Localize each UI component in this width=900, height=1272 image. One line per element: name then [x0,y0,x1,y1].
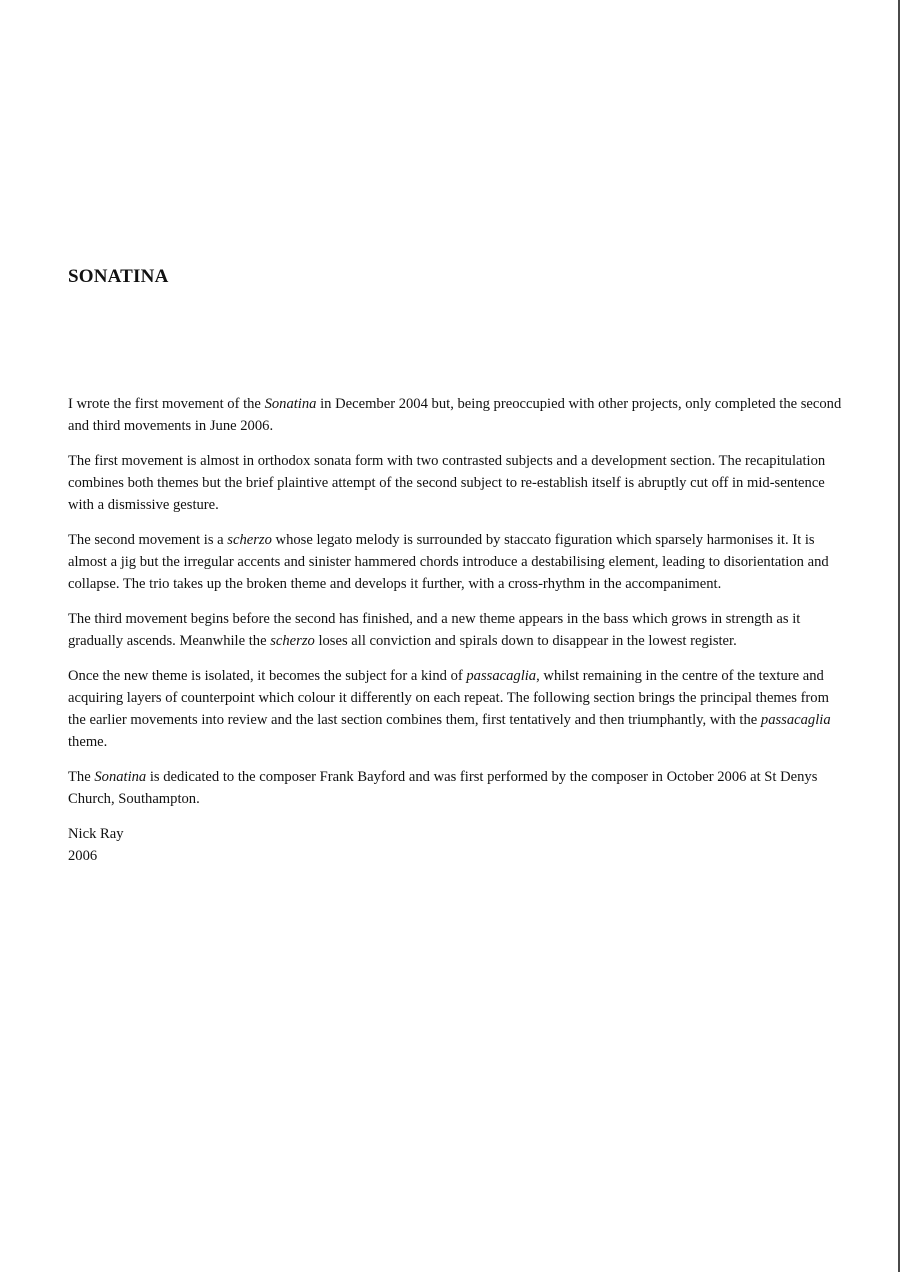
paragraph-text: The [68,769,95,785]
body-paragraph [68,450,848,516]
body-paragraph [68,529,848,595]
paragraph-text: , whilst remaining in the centre of the texture and acquiring layers of counterpoint which colour it differently on each repeat. The following section brings the principal themes from the earlier movements into review and the last section combines them, first tentatively and then triumphantly, with the [68,668,829,728]
author-name: Nick Ray [68,826,124,842]
paragraph-text: in December 2004 but, being preoccupied with other projects, only completed the second and third movements in June 2006. [68,396,842,434]
body-paragraph [68,608,848,652]
paragraph-text: I wrote the first movement of the [68,396,265,412]
body-paragraph [68,393,848,437]
body-paragraph [68,766,848,810]
paragraph-text: loses all conviction and spirals down to disappear in the lowest register. [314,633,737,649]
paragraph-text: Once the new theme is isolated, it becomes the subject for a kind of [68,668,467,684]
italic-term: passacaglia [466,668,537,684]
paragraph-text: The third movement begins before the second has finished, and a new theme appears in the bass which grows in strength as it gradually ascends. Meanwhile the [68,611,801,649]
paragraph-list [68,393,848,810]
paragraph-text: The first movement is almost in orthodox sonata form with two contrasted subjects and a development section. The recapitulation combines both themes but the brief plaintive attempt of the second subject to re-establish itself is abruptly cut off in mid-sentence with a dismissive gesture. [68,453,826,513]
paragraph-text: is dedicated to the composer Frank Bayford and was first performed by the composer in October 2006 at St Denys Church, Southampton. [68,769,818,807]
body-paragraph [68,665,848,753]
italic-term: scherzo [227,532,272,548]
document-body [68,393,848,867]
italic-term: Sonatina [264,396,317,412]
document-title: SONATINA [68,266,169,287]
paragraph-text: whose legato melody is surrounded by staccato figuration which sparsely harmonises it. It is almost a jig but the irregular accents and sinister hammered chords introduce a destabilising element, leading to disorientation and collapse. The trio takes up the broken theme and develops it further, with a cross-rhythm in the accompaniment. [68,532,829,592]
italic-term: Sonatina [94,769,147,785]
italic-term: passacaglia [760,712,831,728]
signature-year: 2006 [68,848,98,864]
paragraph-text: The second movement is a [68,532,228,548]
italic-term: scherzo [270,633,315,649]
paragraph-text: theme. [68,734,108,750]
signature-block [68,823,848,867]
